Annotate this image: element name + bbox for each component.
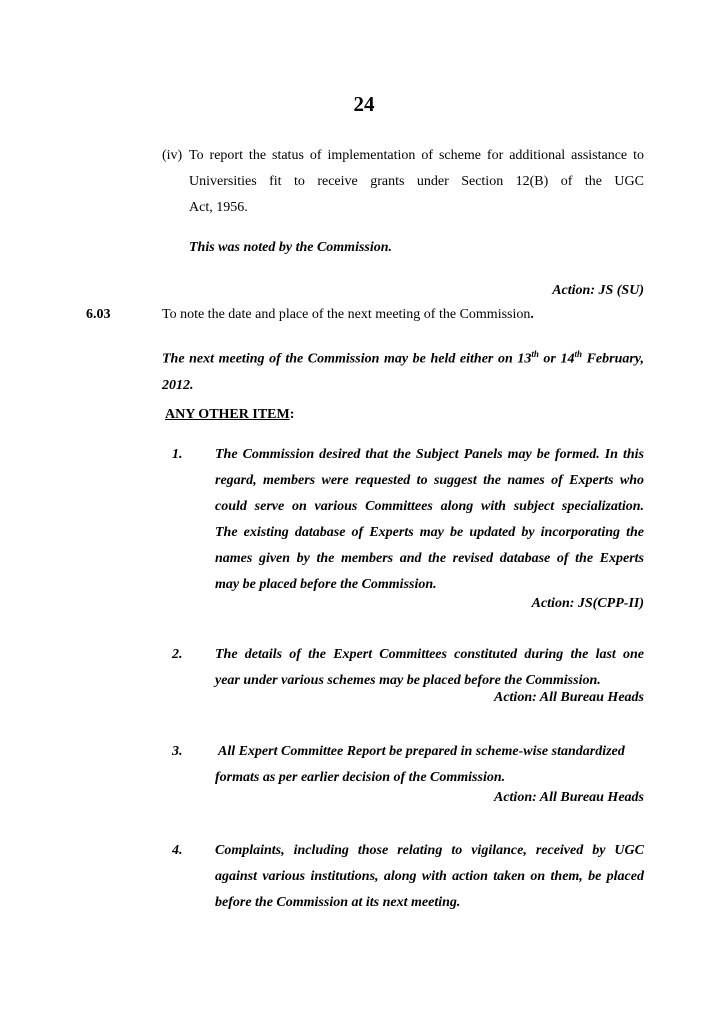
section-heading: [162, 307, 534, 323]
item-iv-label: (iv): [162, 148, 183, 163]
any-other-item-heading: [165, 407, 294, 423]
list-item-line: before the Commission at its next meeting.: [215, 895, 461, 910]
decision-line: [162, 341, 644, 373]
list-item-line: formats as per earlier decision of the Commission.: [215, 770, 506, 785]
list-item-line: The details of the Expert Committees constituted during the last one: [215, 647, 644, 662]
list-item-line: All Expert Committee Report be prepared in scheme-wise standardized: [215, 744, 625, 759]
list-item-line: against various institutions, along with action taken on them, be placed: [215, 869, 644, 884]
item-iv-line: To report the status of implementation of scheme for additional assistance to: [189, 148, 644, 163]
list-item-number: 1.: [172, 447, 183, 462]
any-other-item-title: ANY OTHER ITEM: [165, 407, 290, 422]
item-iv: [162, 143, 644, 221]
meeting-decision: [162, 341, 644, 399]
list-item-number: 4.: [172, 843, 183, 858]
list-item-line: regard, members were requested to suggest the names of Experts who: [215, 473, 644, 488]
any-other-item-colon: :: [289, 407, 295, 422]
decision-superscript: th: [531, 349, 539, 359]
list-item-line: The existing database of Experts may be updated by incorporating the: [215, 525, 644, 540]
list-item-1: [170, 442, 644, 598]
decision-superscript: th: [574, 349, 582, 359]
list-item-line: may be placed before the Commission.: [215, 577, 437, 592]
action-js-cpp-ii: Action: JS(CPP-II): [531, 596, 644, 611]
decision-text: February,: [581, 351, 644, 367]
section-number: 6.03: [86, 307, 111, 322]
decision-text: The next meeting of the Commission may be held either on 13: [162, 351, 532, 367]
section-heading-text: To note the date and place of the next meeting of the Commission: [162, 307, 531, 322]
list-item-line: Complaints, including those relating to vigilance, received by UGC: [215, 843, 644, 858]
action-all-bureau-heads: Action: All Bureau Heads: [493, 790, 644, 805]
list-item-4: [170, 838, 644, 916]
list-item-line: names given by the members and the revised database of the Experts: [215, 551, 644, 566]
item-iv-line: Universities fit to receive grants under Section 12(B) of the UGC: [189, 174, 644, 189]
list-item-number: 3.: [172, 744, 183, 759]
list-item-line: The Commission desired that the Subject Panels may be formed. In this: [215, 447, 644, 462]
decision-text: or 14: [538, 351, 575, 367]
noted-statement: This was noted by the Commission.: [189, 240, 393, 255]
list-item-number: 2.: [172, 647, 183, 662]
list-item-line: year under various schemes may be placed before the Commission.: [215, 673, 601, 688]
action-js-su: Action: JS (SU): [552, 283, 644, 298]
list-item-line: could serve on various Committees along with subject specialization.: [215, 499, 644, 514]
page-number: 24: [353, 92, 375, 116]
item-iv-line: Act, 1956.: [189, 200, 248, 215]
list-item-3: [170, 739, 644, 791]
list-item-2: [170, 642, 644, 694]
action-all-bureau-heads: Action: All Bureau Heads: [493, 690, 644, 705]
section-heading-period: .: [530, 307, 534, 322]
decision-line: 2012.: [162, 377, 194, 393]
